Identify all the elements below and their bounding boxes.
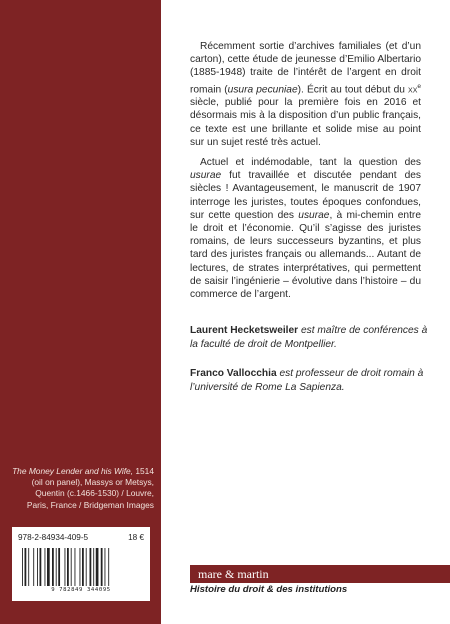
isbn-price-row: [18, 533, 144, 542]
author-bio-2: [190, 367, 430, 394]
description-paragraph-1: Récemment sortie d’archives familiales (et d’un carton), cette étude de jeunesse d’Emilio Albertario (1885-1948) traite de l’intérêt de l’argent en droit romain (usura pecuniae). Écrit au tout début du $xx^e$ siècle, publié pour la première fois en 2016 et désormais mis à la disposition d’un public français, ce texte est une brillante et solide mise au point sur un sujet resté très actuel.: [190, 41, 421, 148]
publisher-name: mare & martin: [198, 567, 269, 581]
author-name: Laurent Hecketsweiler: [190, 325, 299, 336]
publisher-banner: [190, 565, 450, 583]
isbn-number: 978-2-84934-409-5: [18, 533, 89, 542]
barcode-digits: 9 782849 344095: [51, 587, 111, 593]
author-description: est maître de conférences à la faculté de droit de Montpellier.: [190, 325, 428, 350]
author-bio-1: [190, 324, 430, 351]
collection-name: Histoire du droit & des institutions: [190, 584, 348, 595]
author-description: est professeur de droit romain à l’université de Rome La Sapienza.: [190, 368, 424, 393]
credit-details: 1514 (oil on panel), Massys or Metsys, Quentin (c.1466-1530) / Louvre, Paris, France / Bridgeman Images: [26, 466, 154, 510]
author-name: Franco Vallocchia: [190, 368, 277, 380]
price-label: 18 €: [128, 533, 144, 542]
cover-image-credit: [12, 466, 154, 511]
left-color-panel: [0, 0, 161, 624]
barcode-icon: [22, 548, 140, 586]
description-paragraph-2: Actuel et indémodable, tant la question des usurae fut travaillée et discutée pendant des siècles ! Avantageusement, le manuscrit de 1907 interroge les juristes, toutes époques confondues, sur cette question des usurae, à mi-chemin entre le droit et l’économie. Qu’il s’agisse des juristes romains, de leurs successeurs byzantins, et plus tard des juristes français ou allemands... Autant de lectures, de strates interprétatives, qui permettent de saisir l’ingénierie – évolutive dans l’histoire – du commerce de l’argent.: [190, 157, 421, 301]
credit-artwork-title: The Money Lender and his Wife,: [12, 466, 134, 476]
barcode-panel: [12, 527, 150, 601]
author-bios: [190, 324, 430, 410]
back-cover-description: [190, 40, 421, 308]
